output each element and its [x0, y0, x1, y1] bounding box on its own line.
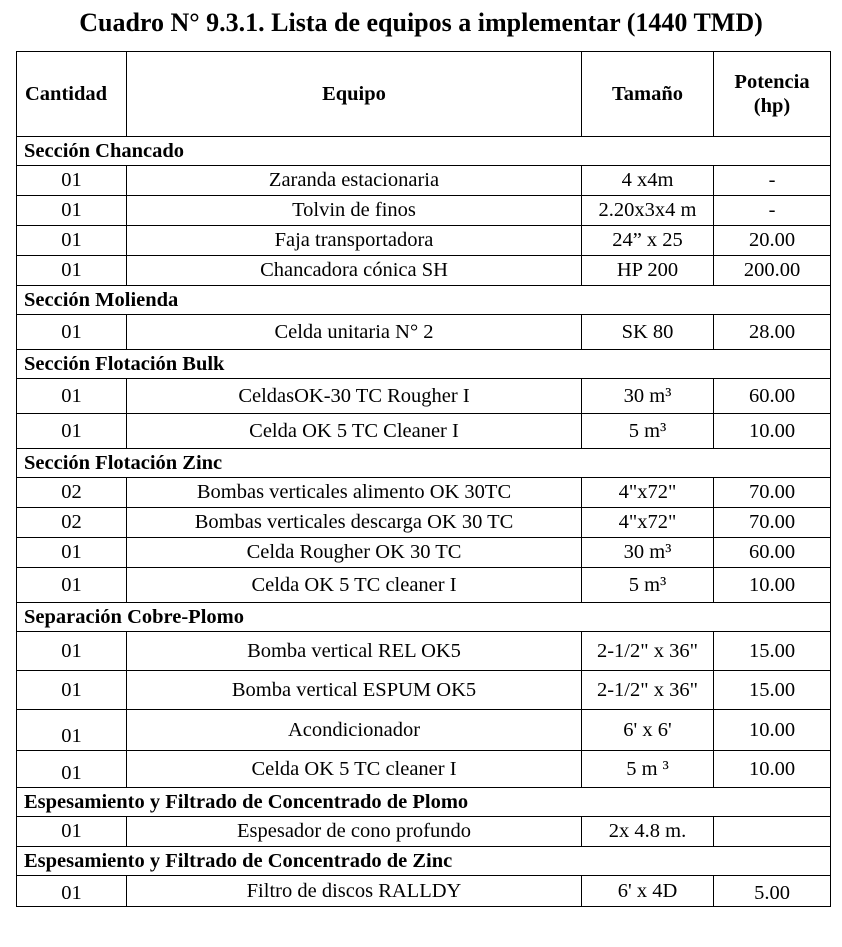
cell-cantidad: 02 [17, 478, 127, 508]
cell-tamano: 5 m³ [582, 568, 714, 603]
cell-equipo: Celda Rougher OK 30 TC [127, 538, 582, 568]
table-row [17, 538, 831, 568]
cell-cantidad: 01 [17, 226, 127, 256]
equipment-table [16, 51, 831, 907]
cell-tamano: 2.20x3x4 m [582, 196, 714, 226]
header-potencia-line2: (hp) [753, 95, 791, 117]
header-cantidad: Cantidad [17, 52, 127, 137]
cell-tamano: 6' x 4D [582, 876, 714, 907]
cell-equipo: CeldasOK-30 TC Rougher I [127, 379, 582, 414]
cell-tamano: 30 m³ [582, 379, 714, 414]
cell-cantidad: 02 [17, 508, 127, 538]
table-row [17, 379, 831, 414]
section-row [17, 137, 831, 166]
cell-potencia: 10.00 [714, 414, 831, 449]
cell-tamano: 2-1/2" x 36" [582, 671, 714, 710]
cell-potencia: - [714, 166, 831, 196]
header-tamano: Tamaño [582, 52, 714, 137]
table-row [17, 166, 831, 196]
cell-potencia: 10.00 [714, 751, 831, 788]
cell-tamano: 4"x72" [582, 478, 714, 508]
cell-cantidad: 01 [17, 379, 127, 414]
cell-tamano: 2-1/2" x 36" [582, 632, 714, 671]
cell-cantidad: 01 [17, 414, 127, 449]
header-row [17, 52, 831, 137]
cell-equipo: Chancadora cónica SH [127, 256, 582, 286]
cell-cantidad: 01 [17, 568, 127, 603]
cell-cantidad: 01 [17, 710, 127, 751]
header-equipo: Equipo [127, 52, 582, 137]
cell-equipo: Zaranda estacionaria [127, 166, 582, 196]
cell-tamano: HP 200 [582, 256, 714, 286]
cell-potencia: 60.00 [714, 538, 831, 568]
cell-equipo: Tolvin de finos [127, 196, 582, 226]
header-potencia-line1: Potencia [734, 71, 810, 93]
cell-potencia: 15.00 [714, 632, 831, 671]
table-row [17, 478, 831, 508]
table-title: Cuadro N° 9.3.1. Lista de equipos a implementar (1440 TMD) [79, 8, 763, 37]
cell-cantidad: 01 [17, 538, 127, 568]
cell-equipo: Celda unitaria N° 2 [127, 315, 582, 350]
cell-cantidad: 01 [17, 671, 127, 710]
cell-potencia: 10.00 [714, 710, 831, 751]
section-title: Espesamiento y Filtrado de Concentrado de Zinc [17, 847, 831, 876]
cell-potencia: 60.00 [714, 379, 831, 414]
cell-equipo: Acondicionador [127, 710, 582, 751]
section-title: Sección Flotación Zinc [17, 449, 831, 478]
cell-potencia: 200.00 [714, 256, 831, 286]
table-row [17, 876, 831, 907]
section-title: Separación Cobre-Plomo [17, 603, 831, 632]
table-row [17, 632, 831, 671]
cell-potencia: 20.00 [714, 226, 831, 256]
cell-equipo: Espesador de cono profundo [127, 817, 582, 847]
section-row [17, 603, 831, 632]
section-row [17, 286, 831, 315]
cell-potencia [714, 817, 831, 847]
section-row [17, 788, 831, 817]
section-title: Sección Chancado [17, 137, 831, 166]
cell-tamano: 2x 4.8 m. [582, 817, 714, 847]
cell-cantidad: 01 [17, 256, 127, 286]
table-row [17, 256, 831, 286]
cell-cantidad: 01 [17, 817, 127, 847]
table-row [17, 817, 831, 847]
section-title: Sección Molienda [17, 286, 831, 315]
cell-potencia: 70.00 [714, 508, 831, 538]
section-row [17, 449, 831, 478]
table-row [17, 196, 831, 226]
cell-potencia: - [714, 196, 831, 226]
header-potencia [714, 52, 831, 137]
cell-tamano: 5 m³ [582, 414, 714, 449]
cell-tamano: 6' x 6' [582, 710, 714, 751]
cell-equipo: Filtro de discos RALLDY [127, 876, 582, 907]
cell-equipo: Bombas verticales descarga OK 30 TC [127, 508, 582, 538]
cell-cantidad: 01 [17, 315, 127, 350]
table-row [17, 710, 831, 751]
cell-tamano: SK 80 [582, 315, 714, 350]
table-row [17, 751, 831, 788]
cell-cantidad: 01 [17, 876, 127, 907]
table-row [17, 414, 831, 449]
cell-cantidad: 01 [17, 166, 127, 196]
cell-equipo: Bomba vertical REL OK5 [127, 632, 582, 671]
cell-potencia: 70.00 [714, 478, 831, 508]
table-row [17, 226, 831, 256]
cell-equipo: Bombas verticales alimento OK 30TC [127, 478, 582, 508]
section-title: Espesamiento y Filtrado de Concentrado de Plomo [17, 788, 831, 817]
cell-cantidad: 01 [17, 632, 127, 671]
cell-tamano: 30 m³ [582, 538, 714, 568]
table-row [17, 568, 831, 603]
cell-potencia: 10.00 [714, 568, 831, 603]
table-row [17, 315, 831, 350]
cell-potencia: 5.00 [714, 876, 831, 907]
cell-equipo: Bomba vertical ESPUM OK5 [127, 671, 582, 710]
cell-equipo: Faja transportadora [127, 226, 582, 256]
section-row [17, 847, 831, 876]
cell-cantidad: 01 [17, 751, 127, 788]
cell-equipo: Celda OK 5 TC cleaner I [127, 568, 582, 603]
table-row [17, 671, 831, 710]
table-row [17, 508, 831, 538]
cell-equipo: Celda OK 5 TC Cleaner I [127, 414, 582, 449]
cell-potencia: 28.00 [714, 315, 831, 350]
cell-cantidad: 01 [17, 196, 127, 226]
cell-equipo: Celda OK 5 TC cleaner I [127, 751, 582, 788]
cell-tamano: 5 m ³ [582, 751, 714, 788]
cell-tamano: 24” x 25 [582, 226, 714, 256]
cell-potencia: 15.00 [714, 671, 831, 710]
cell-tamano: 4 x4m [582, 166, 714, 196]
cell-tamano: 4"x72" [582, 508, 714, 538]
section-title: Sección Flotación Bulk [17, 350, 831, 379]
section-row [17, 350, 831, 379]
